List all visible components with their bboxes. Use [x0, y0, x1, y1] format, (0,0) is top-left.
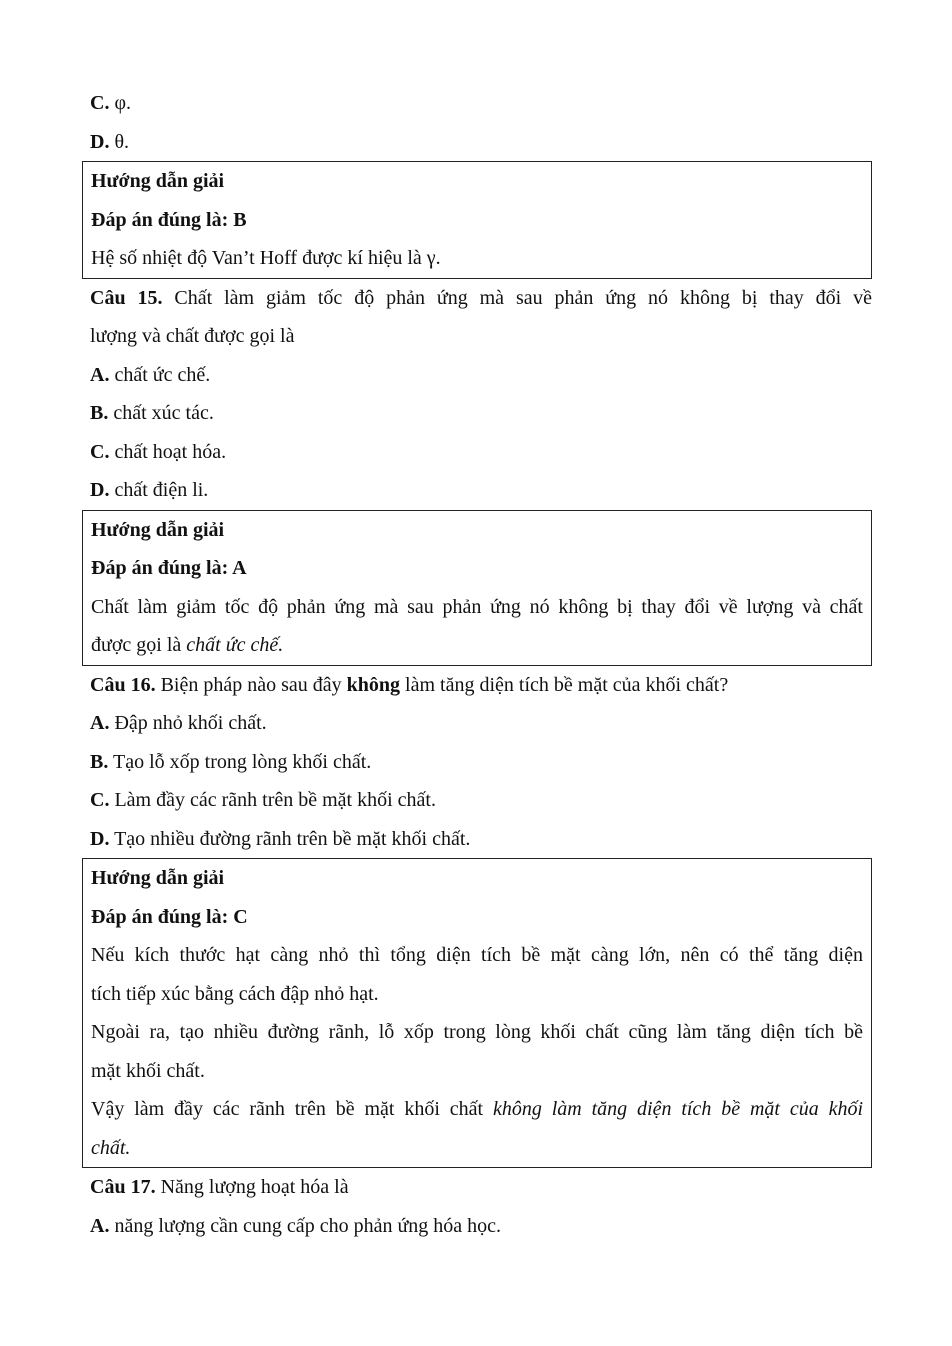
solution-text: Hệ số nhiệt độ Van’t Hoff được kí hiệu là γ.: [91, 247, 441, 269]
solution-box-14: [82, 161, 872, 279]
solution-box-16: [82, 858, 872, 1168]
answer-text: Đáp án đúng là: B: [91, 208, 247, 231]
option-label: B.: [90, 750, 109, 773]
solution-text-italic: chất ức chế.: [186, 634, 284, 656]
solution-p1-line1: Nếu kích thước hạt càng nhỏ thì tổng diện tích bề mặt càng lớn, nên có thể tăng diện: [91, 944, 863, 966]
q15-stem-line1: [90, 279, 872, 318]
option-label: C.: [90, 789, 110, 811]
option-text: Tạo nhiều đường rãnh trên bề mặt khối chất.: [109, 827, 471, 850]
option-text: θ.: [109, 130, 130, 153]
solution-p1-line2: tích tiếp xúc bằng cách đập nhỏ hạt.: [91, 982, 379, 1005]
option-label: A.: [90, 363, 110, 386]
question-text: Chất làm giảm tốc độ phản ứng mà sau phản ứng nó không bị thay đổi về: [162, 286, 872, 309]
option-text: năng lượng cần cung cấp cho phản ứng hóa học.: [109, 1214, 502, 1237]
option-text: Tạo lỗ xốp trong lòng khối chất.: [108, 750, 372, 773]
question-label: Câu 17.: [90, 1176, 156, 1198]
solution-text-italic: chất.: [91, 1136, 131, 1159]
option-label: B.: [90, 402, 109, 424]
question-emphasis: không: [346, 673, 401, 696]
solution-text-line2: [91, 626, 863, 665]
q14-option-d: [90, 123, 872, 162]
q15-option-d: [90, 471, 872, 510]
option-label: C.: [90, 92, 110, 114]
solution-heading: [91, 162, 863, 201]
question-label: Câu 16.: [90, 673, 156, 696]
option-label: C.: [90, 440, 110, 463]
solution-p2-line1: Ngoài ra, tạo nhiều đường rãnh, lỗ xốp trong lòng khối chất cũng làm tăng diện tích bề: [91, 1021, 863, 1043]
question-text-end: làm tăng diện tích bề mặt của khối chất?: [400, 673, 729, 696]
solution-p2-line2: mặt khối chất.: [91, 1059, 205, 1082]
q17-option-a: [90, 1207, 872, 1246]
solution-heading: [91, 859, 863, 898]
solution-text-line1: Chất làm giảm tốc độ phản ứng mà sau phản ứng nó không bị thay đổi về lượng và chất: [91, 595, 863, 618]
solution-text-italic: không làm tăng diện tích bề mặt của khối: [492, 1098, 864, 1120]
answer-text: Đáp án đúng là: A: [91, 557, 247, 579]
option-label: D.: [90, 479, 110, 501]
answer-line: [91, 201, 863, 240]
solution-heading-text: Hướng dẫn giải: [91, 518, 225, 541]
option-text: Đập nhỏ khối chất.: [109, 712, 267, 734]
option-text: chất xúc tác.: [108, 402, 214, 424]
solution-heading-text: Hướng dẫn giải: [91, 170, 225, 192]
option-text: chất ức chế.: [109, 363, 211, 386]
document-page: [90, 84, 872, 1245]
question-text: Biện pháp nào sau đây: [155, 673, 347, 696]
q15-option-b: [90, 394, 872, 433]
q16-option-a: [90, 704, 872, 743]
answer-text: Đáp án đúng là: C: [91, 905, 248, 928]
q15-stem-line2: lượng và chất được gọi là: [90, 325, 295, 347]
solution-p3-line2: [91, 1129, 863, 1168]
solution-text-plain: Vậy làm đầy các rãnh trên bề mặt khối chất: [91, 1098, 493, 1120]
question-label: Câu 15.: [90, 286, 163, 309]
answer-line: [91, 549, 863, 588]
answer-line: [91, 898, 863, 937]
solution-box-15: [82, 510, 872, 666]
q16-option-d: [90, 820, 872, 859]
q16-option-c: [90, 781, 872, 820]
option-text: φ.: [109, 92, 131, 114]
option-text: chất hoạt hóa.: [109, 440, 227, 463]
q15-option-c: [90, 433, 872, 472]
option-text: Làm đầy các rãnh trên bề mặt khối chất.: [109, 789, 436, 811]
q17-stem: [90, 1168, 872, 1207]
option-text: chất điện li.: [109, 479, 209, 501]
option-label: A.: [90, 1214, 110, 1237]
q14-option-c: [90, 84, 872, 123]
question-text: Năng lượng hoạt hóa là: [155, 1176, 349, 1198]
q16-stem: [90, 666, 872, 705]
option-label: D.: [90, 827, 110, 850]
q15-option-a: [90, 356, 872, 395]
option-label: D.: [90, 130, 110, 153]
option-label: A.: [90, 712, 110, 734]
solution-p3-line1: [91, 1090, 863, 1129]
q16-option-b: [90, 743, 872, 782]
solution-text-plain: được gọi là: [91, 634, 187, 656]
solution-heading-text: Hướng dẫn giải: [91, 867, 225, 889]
solution-heading: [91, 511, 863, 550]
